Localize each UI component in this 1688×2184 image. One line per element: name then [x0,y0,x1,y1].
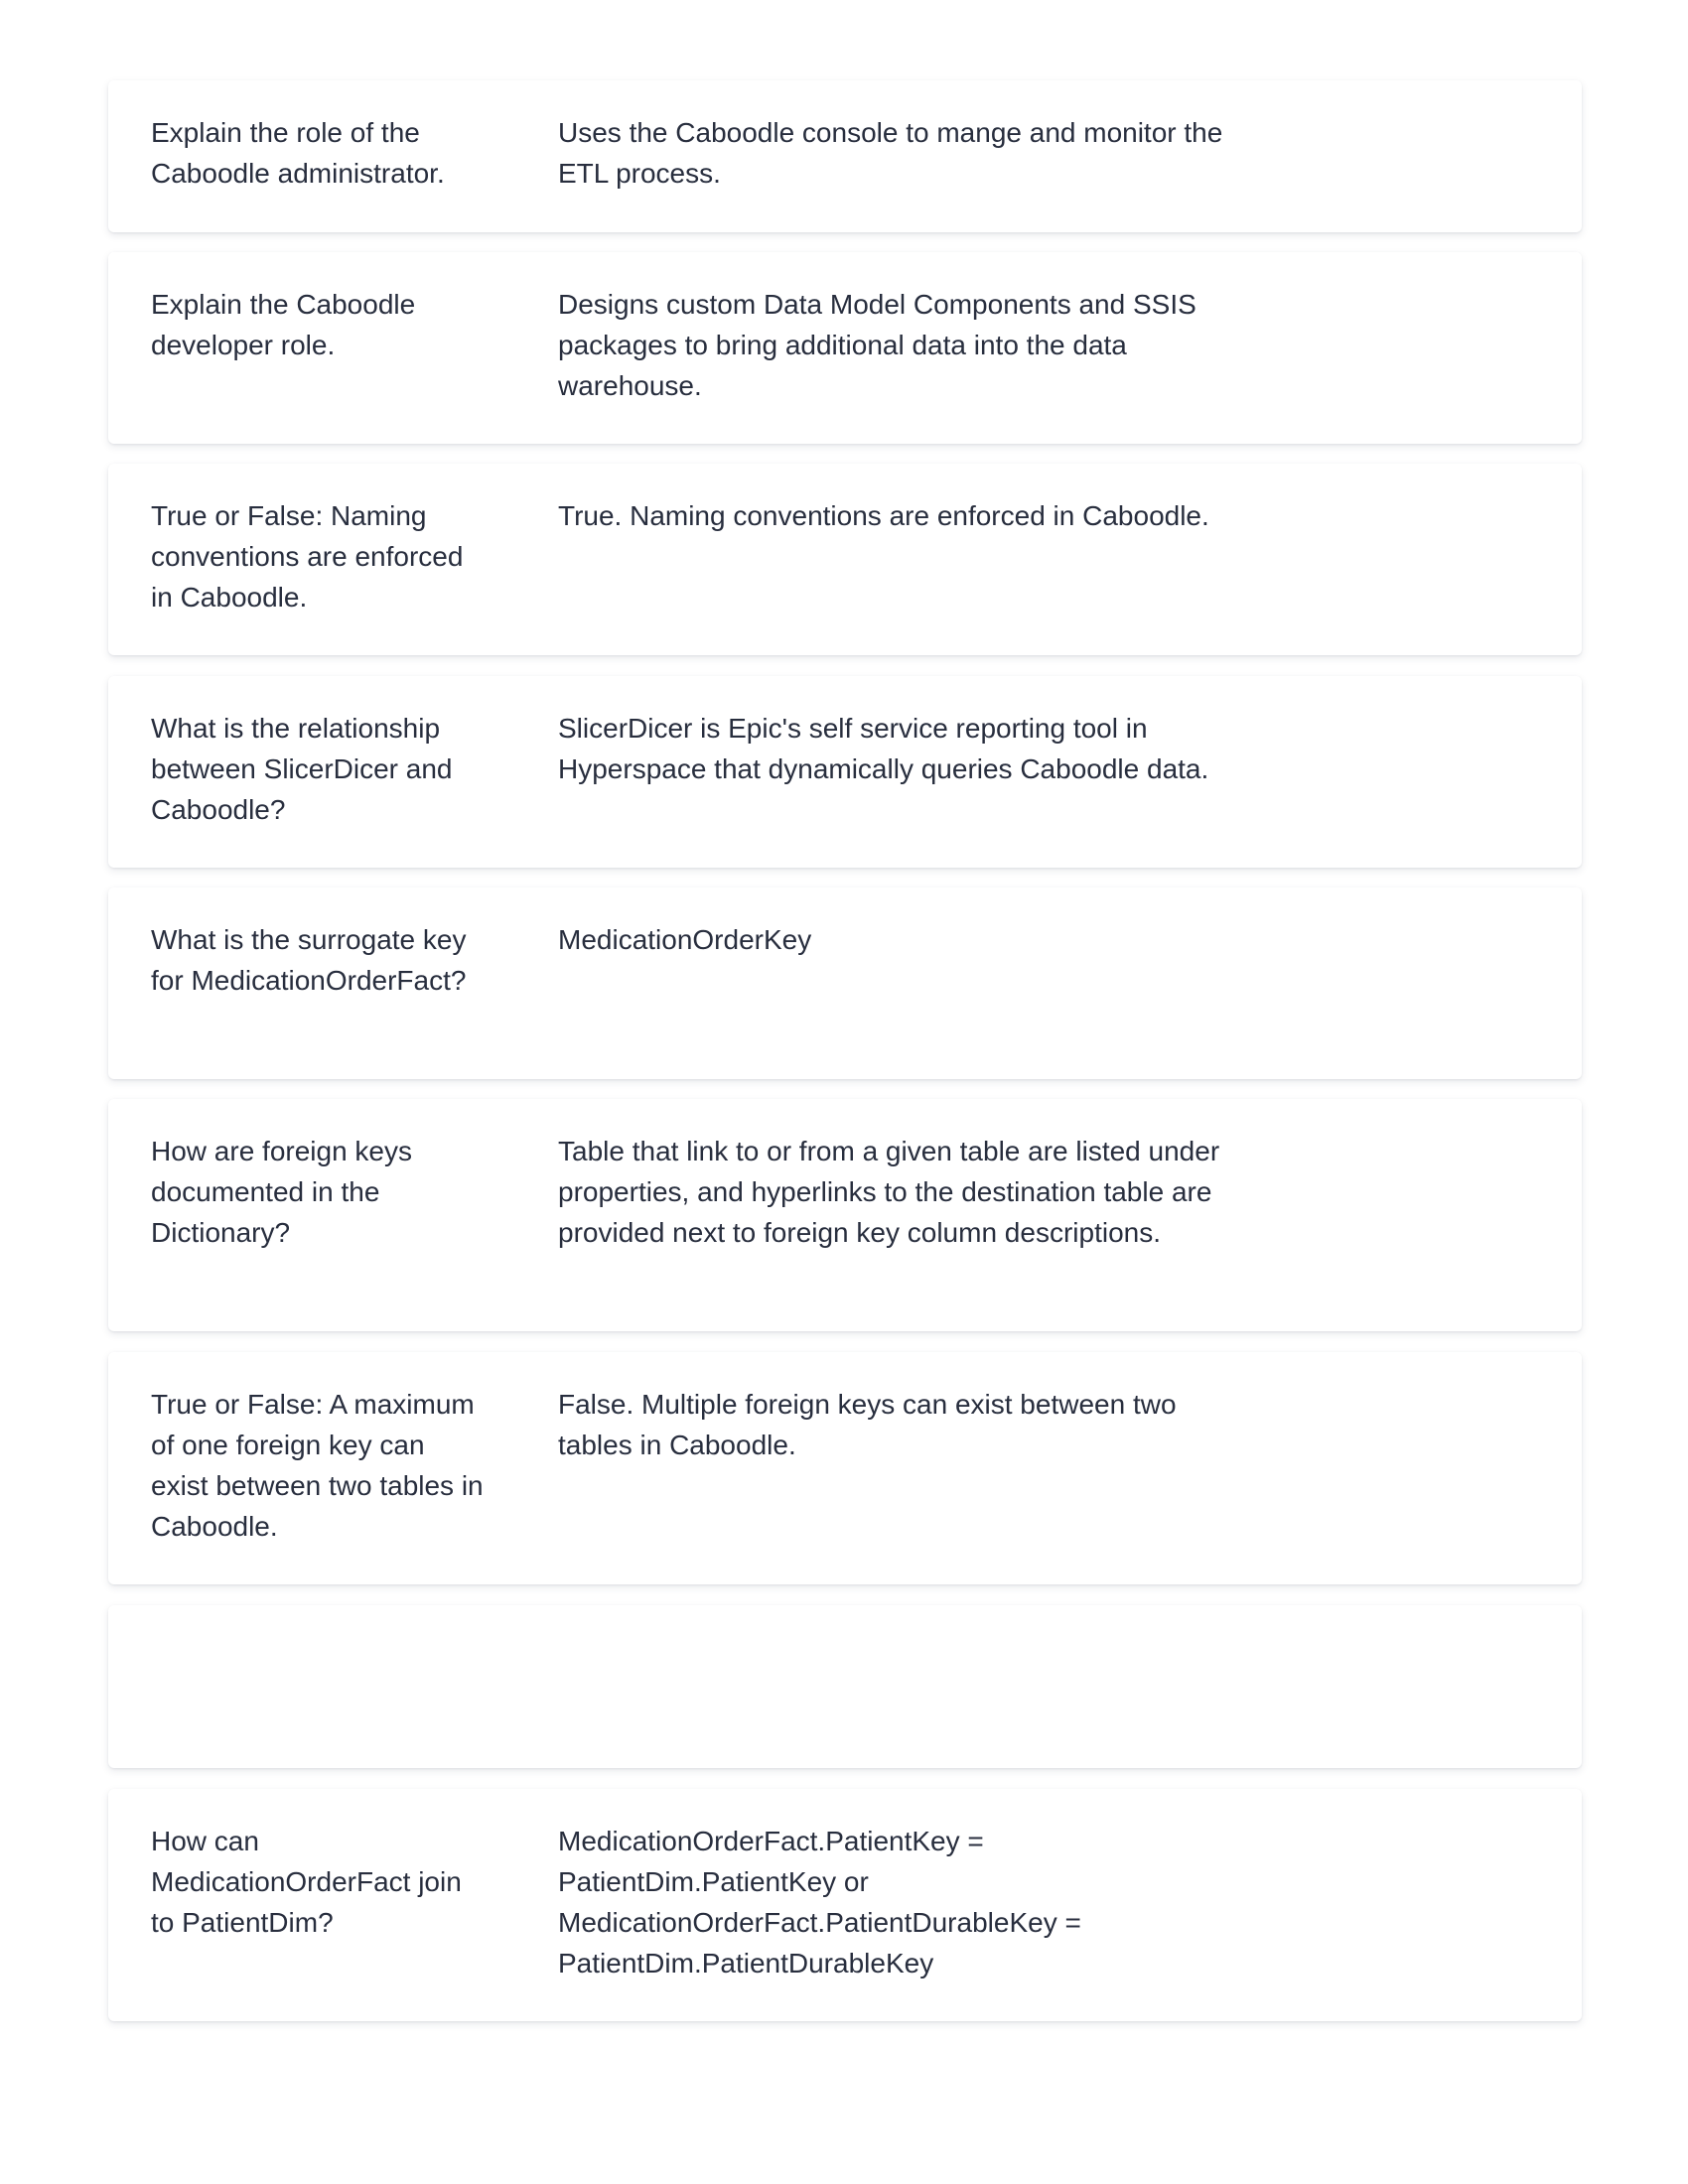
card-definition: MedicationOrderFact.PatientKey = PatientDim.PatientKey or MedicationOrderFact.PatientDurableKey = PatientDim.PatientDurableKey [558,1826,1081,1979]
card-definition: MedicationOrderKey [558,924,812,955]
card-definition: Designs custom Data Model Components and SSIS packages to bring additional data into the data warehouse. [558,289,1196,401]
card-term: Explain the role of the Caboodle administrator. [151,117,445,189]
flashcard [108,887,1582,1079]
flashcard [108,1099,1582,1331]
flashcard [108,1789,1582,2021]
flashcard-empty [108,1605,1582,1768]
card-term: Explain the Caboodle developer role. [151,289,416,360]
card-term: What is the relationship between SlicerDicer and Caboodle? [151,713,453,825]
card-definition: Uses the Caboodle console to mange and monitor the ETL process. [558,117,1223,189]
card-term: How are foreign keys documented in the Dictionary? [151,1136,413,1248]
card-term: How can MedicationOrderFact join to PatientDim? [151,1826,462,1938]
card-definition: True. Naming conventions are enforced in Caboodle. [558,500,1209,531]
card-term: True or False: A maximum of one foreign key can exist between two tables in Caboodle. [151,1389,484,1542]
card-definition: False. Multiple foreign keys can exist between two tables in Caboodle. [558,1389,1177,1460]
card-definition: Table that link to or from a given table are listed under properties, and hyperlinks to the destination table are provided next to foreign key column descriptions. [558,1136,1220,1248]
card-definition: SlicerDicer is Epic's self service reporting tool in Hyperspace that dynamically queries Caboodle data. [558,713,1209,784]
card-term: True or False: Naming conventions are enforced in Caboodle. [151,500,464,613]
flashcard [108,252,1582,444]
card-term: What is the surrogate key for MedicationOrderFact? [151,924,467,996]
flashcard [108,80,1582,232]
flashcard [108,464,1582,655]
flashcard [108,676,1582,868]
flashcard [108,1352,1582,1584]
